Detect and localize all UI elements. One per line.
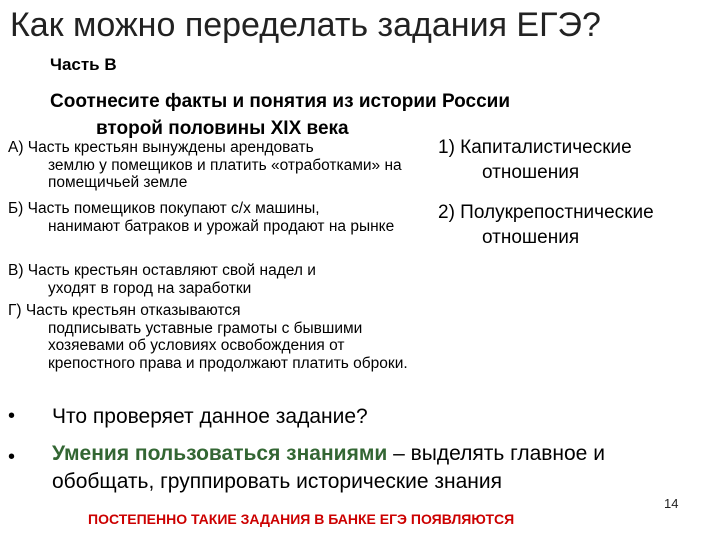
- fact-item-g: [8, 302, 418, 372]
- option-1-rest: отношения: [482, 162, 580, 183]
- answer-rest: – выделять главное и обобщать, группировать исторические знания: [52, 442, 605, 493]
- option-1-first: 1) Капиталистические: [438, 137, 632, 158]
- fact-item-a-first: А) Часть крестьян вынуждены арендовать: [8, 139, 314, 156]
- bank-banner: ПОСТЕПЕННО ТАКИЕ ЗАДАНИЯ В БАНКЕ ЕГЭ ПОЯВЛЯЮТСЯ: [88, 511, 515, 527]
- fact-item-b: [8, 200, 418, 235]
- question-text: Что проверяет данное задание?: [52, 405, 368, 428]
- fact-item-b-rest: нанимают батраков и урожай продают на рынке: [48, 217, 395, 235]
- bullet-icon: •: [8, 446, 16, 468]
- instruction-line-1: Соотнесите факты и понятия из истории России: [50, 91, 511, 112]
- fact-item-g-first: Г) Часть крестьян отказываются: [8, 302, 241, 319]
- fact-item-a-rest: землю у помещиков и платить «отработками» на помещичьей земле: [48, 156, 402, 191]
- page-number: 14: [664, 496, 679, 511]
- fact-item-v-rest: уходят в город на заработки: [48, 279, 252, 297]
- fact-item-v-first: В) Часть крестьян оставляют свой надел и: [8, 262, 316, 279]
- fact-item-b-first: Б) Часть помещиков покупают с/х машины,: [8, 200, 320, 217]
- option-1: [438, 135, 632, 185]
- part-label: Часть В: [50, 55, 117, 74]
- fact-item-v: [8, 262, 418, 297]
- answer-highlight: Умения пользоваться знаниями: [52, 442, 388, 465]
- option-2: [438, 200, 654, 250]
- bullet-icon: •: [8, 405, 16, 427]
- instruction-line-2: второй половины XIX века: [96, 118, 349, 139]
- fact-item-a: [8, 139, 418, 192]
- fact-item-g-rest: подписывать уставные грамоты с бывшими хозяевами об условиях освобождения от крепостного права и продолжают платить оброки.: [48, 319, 408, 372]
- instruction: [50, 88, 650, 142]
- option-2-first: 2) Полукрепостнические: [438, 202, 654, 223]
- slide-title: Как можно переделать задания ЕГЭ?: [10, 6, 601, 44]
- answer-text: [52, 440, 712, 496]
- option-2-rest: отношения: [482, 227, 580, 248]
